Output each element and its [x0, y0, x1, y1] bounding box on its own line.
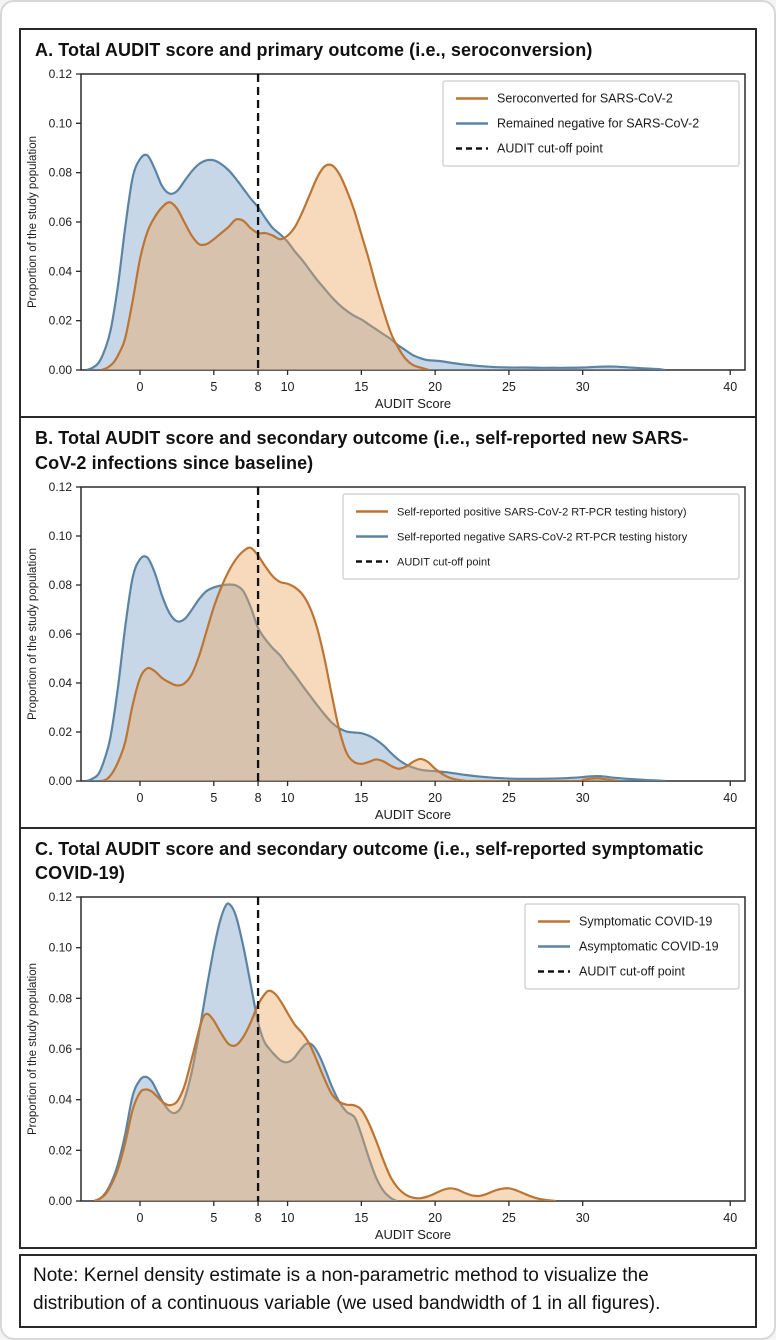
svg-text:Proportion of the study popula: Proportion of the study population: [27, 963, 39, 1136]
svg-text:40: 40: [723, 1211, 738, 1226]
svg-text:0.08: 0.08: [48, 577, 72, 592]
svg-text:0.00: 0.00: [48, 1194, 72, 1209]
svg-text:5: 5: [210, 790, 218, 805]
svg-text:0.10: 0.10: [48, 528, 72, 543]
svg-text:Self-reported positive SARS-Co: Self-reported positive SARS-CoV-2 RT-PCR testing history): [397, 506, 687, 519]
svg-text:25: 25: [501, 380, 516, 395]
svg-text:0.00: 0.00: [48, 363, 72, 378]
svg-text:0.12: 0.12: [48, 67, 72, 82]
svg-text:AUDIT Score: AUDIT Score: [374, 1227, 452, 1243]
svg-text:0.12: 0.12: [48, 479, 72, 494]
svg-text:0.06: 0.06: [48, 1042, 72, 1057]
panel-b: [21, 416, 755, 827]
svg-text:15: 15: [354, 790, 369, 805]
svg-text:Asymptomatic COVID-19: Asymptomatic COVID-19: [579, 939, 719, 954]
panel-c: [21, 827, 755, 1248]
svg-text:Proportion of the study popula: Proportion of the study population: [27, 547, 39, 720]
svg-text:40: 40: [723, 790, 738, 805]
svg-text:0.06: 0.06: [48, 626, 72, 641]
svg-text:0.02: 0.02: [48, 1143, 72, 1158]
svg-text:0.04: 0.04: [48, 1093, 72, 1108]
svg-text:Symptomatic COVID-19: Symptomatic COVID-19: [579, 914, 713, 929]
svg-text:0: 0: [136, 790, 144, 805]
svg-text:10: 10: [280, 1211, 295, 1226]
svg-text:10: 10: [280, 380, 295, 395]
svg-text:0.02: 0.02: [48, 313, 72, 328]
svg-text:0.08: 0.08: [48, 165, 72, 180]
svg-text:30: 30: [575, 1211, 590, 1226]
panel-c-title: C. Total AUDIT score and secondary outcome (i.e., self-reported symptomatic COVID-19): [35, 838, 704, 884]
svg-text:AUDIT Score: AUDIT Score: [374, 396, 452, 412]
svg-text:0: 0: [136, 380, 144, 395]
svg-text:Remained negative for SARS-CoV: Remained negative for SARS-CoV-2: [497, 116, 700, 131]
svg-text:Proportion of the study popula: Proportion of the study population: [27, 136, 39, 309]
svg-text:AUDIT cut-off point: AUDIT cut-off point: [497, 141, 603, 156]
svg-text:8: 8: [254, 790, 262, 805]
svg-text:25: 25: [501, 1211, 516, 1226]
svg-text:AUDIT cut-off point: AUDIT cut-off point: [397, 556, 491, 569]
svg-text:20: 20: [428, 380, 443, 395]
svg-text:Self-reported negative SARS-Co: Self-reported negative SARS-CoV-2 RT-PCR testing history: [397, 531, 688, 544]
note-text: Note: Kernel density estimate is a non-parametric method to visualize the distribution of a continuous variable (we used bandwidth of 1 in all figures).: [33, 1265, 661, 1315]
svg-text:15: 15: [354, 380, 369, 395]
svg-text:0: 0: [136, 1211, 144, 1226]
panel-a-title: A. Total AUDIT score and primary outcome (i.e., seroconversion): [35, 40, 593, 60]
svg-text:40: 40: [723, 380, 738, 395]
svg-text:0.06: 0.06: [48, 215, 72, 230]
svg-text:20: 20: [428, 790, 443, 805]
svg-text:AUDIT cut-off point: AUDIT cut-off point: [579, 964, 685, 979]
svg-text:0.10: 0.10: [48, 941, 72, 956]
note-box: [19, 1254, 757, 1327]
svg-text:25: 25: [501, 790, 516, 805]
svg-text:AUDIT Score: AUDIT Score: [374, 806, 452, 822]
panel-a: [21, 30, 755, 416]
svg-text:10: 10: [280, 790, 295, 805]
kde-chart-a: [21, 64, 759, 416]
svg-text:Seroconverted for SARS-CoV-2: Seroconverted for SARS-CoV-2: [497, 91, 673, 106]
svg-text:30: 30: [575, 380, 590, 395]
svg-text:0.02: 0.02: [48, 724, 72, 739]
svg-text:0.08: 0.08: [48, 991, 72, 1006]
svg-text:0.10: 0.10: [48, 116, 72, 131]
svg-text:0.00: 0.00: [48, 773, 72, 788]
svg-text:0.12: 0.12: [48, 890, 72, 905]
svg-text:5: 5: [210, 380, 218, 395]
svg-text:30: 30: [575, 790, 590, 805]
panel-b-title: B. Total AUDIT score and secondary outcome (i.e., self-reported new SARS-CoV-2 infections since baseline): [35, 428, 689, 473]
kde-chart-b: [21, 477, 759, 827]
svg-text:5: 5: [210, 1211, 218, 1226]
svg-text:0.04: 0.04: [48, 675, 72, 690]
svg-text:8: 8: [254, 1211, 262, 1226]
svg-text:20: 20: [428, 1211, 443, 1226]
kde-chart-c: [21, 887, 759, 1247]
figure-panels-container: [19, 28, 757, 1249]
svg-text:8: 8: [254, 380, 262, 395]
svg-text:0.04: 0.04: [48, 264, 72, 279]
svg-text:15: 15: [354, 1211, 369, 1226]
